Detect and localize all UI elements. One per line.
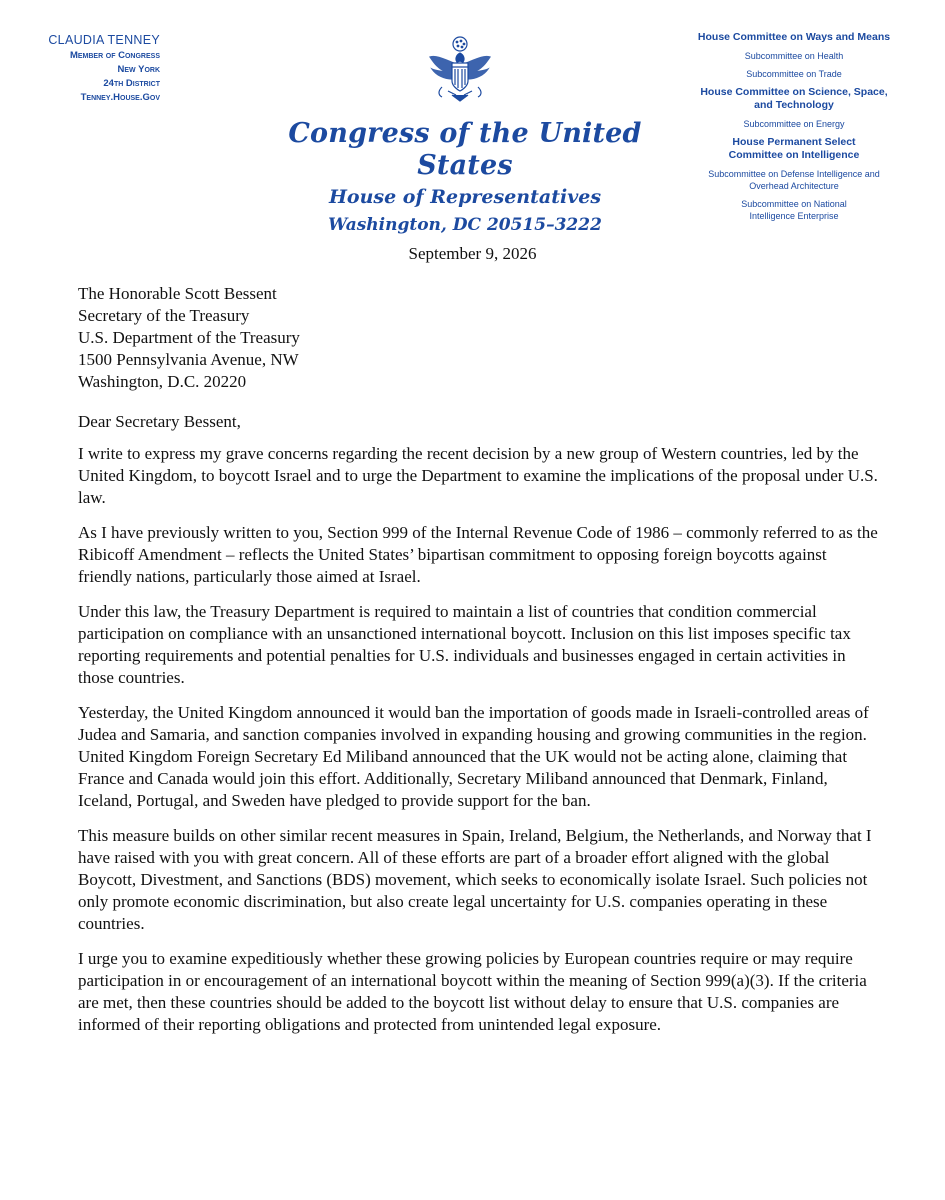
body-paragraph: Yesterday, the United Kingdom announced it would ban the importation of goods made in Israeli-controlled areas of Judea and Samaria, and sanction companies involved in expanding housing and growing communities in the region. United Kingdom Foreign Secretary Ed Miliband announced that the UK would not be acting alone, claiming that France and Canada would join this effort. Additionally, Secretary Miliband announced that Denmark, Finland, Iceland, Portugal, and Sweden have pledged to provide support for the ban. xyxy=(78,703,869,810)
committee-ways-means: House Committee on Ways and Means xyxy=(697,31,891,43)
address-line: 1500 Pennsylvania Avenue, NW xyxy=(78,350,299,369)
congress-header xyxy=(270,118,660,237)
address-line: U.S. Department of the Treasury xyxy=(78,328,300,347)
address-line: Secretary of the Treasury xyxy=(78,306,250,325)
member-state: New York xyxy=(117,64,160,75)
subcommittee-defense-intelligence: Subcommittee on Defense Intelligence and Overhead Architecture xyxy=(708,169,880,191)
salutation: Dear Secretary Bessent, xyxy=(78,412,241,431)
subcommittee-health: Subcommittee on Health xyxy=(744,51,844,61)
committee-science: House Committee on Science, Space, and Technology xyxy=(700,86,888,111)
address-line: The Honorable Scott Bessent xyxy=(78,284,277,303)
body-paragraph: I urge you to examine expeditiously whether these growing policies by European countries require or may require participation in or encouragement of an international boycott within the meaning of Section 999(a)(3). If the criteria are met, then these countries should be added to the boycott list without delay to ensure that U.S. companies are informed of their reporting obligations and protected from unintended legal exposure. xyxy=(78,949,867,1034)
body-paragraph: As I have previously written to you, Section 999 of the Internal Revenue Code of 1986 – commonly referred to as the Ribicoff Amendment – reflects the United States’ bipartisan commitment to opposing foreign boycotts against friendly nations, particularly those aimed at Israel. xyxy=(78,523,878,586)
body-paragraph: This measure builds on other similar recent measures in Spain, Ireland, Belgium, the Netherlands, and Norway that I have raised with you with great concern. All of these efforts are part of a broader effort aligned with the global Boycott, Divestment, and Sanctions (BDS) movement, which seeks to economically isolate Israel. Such policies not only promote economic discrimination, but also create legal uncertainty for U.S. companies operating in these countries. xyxy=(78,826,872,933)
body-paragraph: I write to express my grave concerns regarding the recent decision by a new group of Western countries, led by the United Kingdom, to boycott Israel and to urge the Department to examine the implications of the proposal under U.S. law. xyxy=(78,444,878,507)
member-name: CLAUDIA TENNEY xyxy=(48,33,160,47)
member-title: Member of Congress xyxy=(69,50,160,61)
address-line: Washington, D.C. 20220 xyxy=(78,372,247,391)
subcommittee-national-intelligence: Subcommittee on National Intelligence Enterprise xyxy=(741,199,847,221)
committee-intelligence: House Permanent Select Committee on Intelligence xyxy=(728,136,860,161)
congress-title: Congress of the United States xyxy=(288,118,642,181)
great-seal-eagle-icon xyxy=(428,35,492,107)
body-paragraph: Under this law, the Treasury Department is required to maintain a list of countries that condition commercial participation on compliance with an unsanctioned international boycott. Inclusion on this list imposes specific tax reporting requirements and potential penalties for U.S. individuals and businesses engaged in certain activities in those countries. xyxy=(78,602,851,687)
member-info xyxy=(20,33,160,105)
house-address: Washington, DC 20515–3222 xyxy=(328,215,602,235)
recipient-address xyxy=(78,283,300,393)
member-district: 24th District xyxy=(103,78,160,89)
subcommittee-energy: Subcommittee on Energy xyxy=(743,119,845,129)
house-title: House of Representatives xyxy=(328,186,602,208)
letter-date: September 9, 2026 xyxy=(408,244,537,263)
letter-body xyxy=(78,443,883,1049)
subcommittee-trade: Subcommittee on Trade xyxy=(746,69,842,79)
committee-list xyxy=(662,31,926,228)
member-website: Tenney.House.Gov xyxy=(80,92,160,103)
